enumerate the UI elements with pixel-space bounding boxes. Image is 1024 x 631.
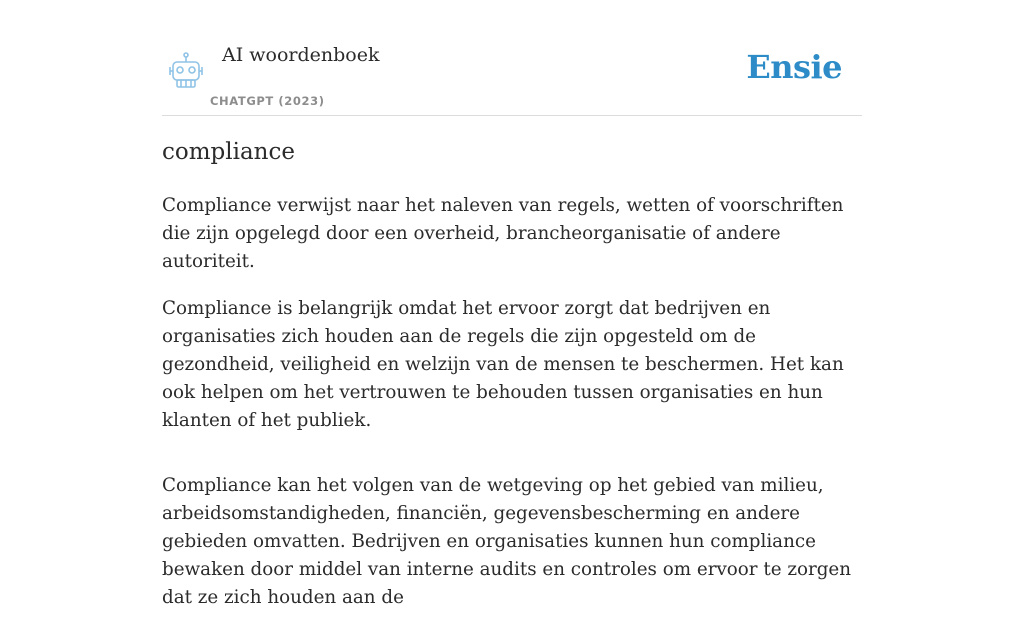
definition-paragraph: Compliance kan het volgen van de wetgeving op het gebied van milieu, arbeidsomstandigheden, financiën, gegevensbescherming en andere gebieden omvatten. Bedrijven en organisaties kunnen hun compliance bewaken door middel van interne audits en controles om ervoor te zorgen dat ze zich houden aan de [162,475,852,608]
robot-icon [166,51,206,91]
definition-paragraph: Compliance is belangrijk omdat het ervoor zorgt dat bedrijven en organisaties zich houden aan de regels die zijn opgesteld om de gezondheid, veiligheid en welzijn van de mensen te beschermen. Het kan ook helpen om het vertrouwen te behouden tussen organisaties en hun klanten of het publiek. [162,298,844,431]
entry-term: compliance [162,139,295,165]
entry-definition [162,192,862,631]
ensie-logo-link[interactable]: Ensie [746,48,842,86]
dictionary-title[interactable]: AI woordenboek [222,44,380,66]
dictionary-source: CHATGPT (2023) [210,94,325,108]
definition-paragraph: Compliance verwijst naar het naleven van regels, wetten of voorschriften die zijn opgelegd door een overheid, brancheorganisatie of andere autoriteit. [162,195,844,272]
page [162,0,862,608]
header [162,0,862,116]
